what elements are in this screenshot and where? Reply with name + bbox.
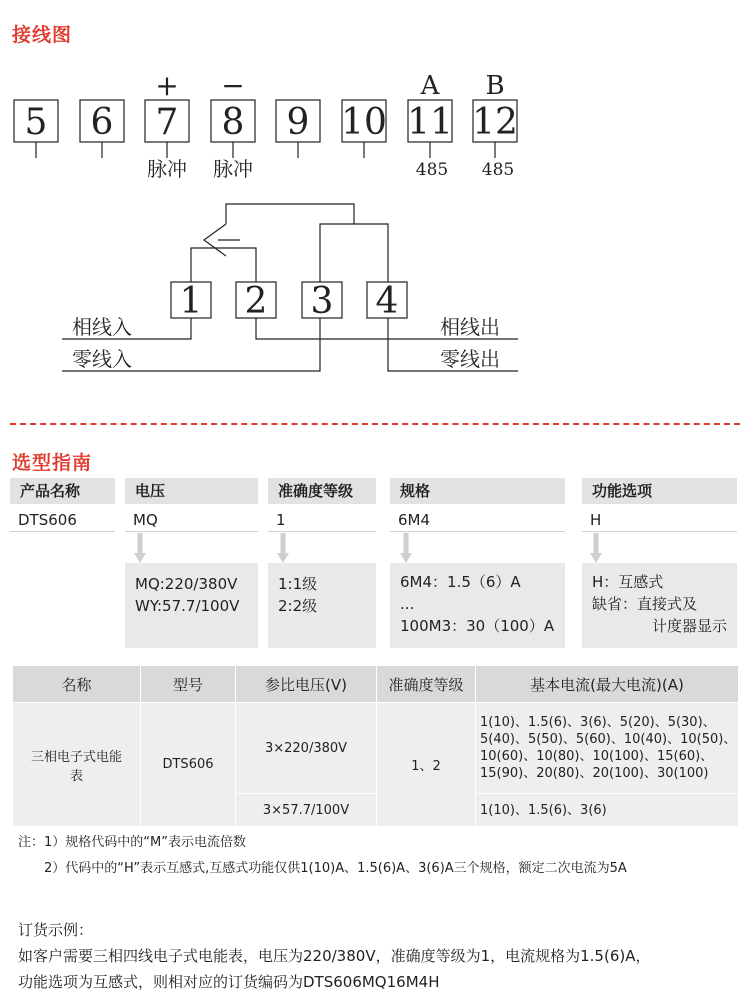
minus-sign: −	[221, 69, 245, 102]
wiring-diagram	[0, 60, 750, 380]
neutral-out-label: 零线出	[440, 347, 500, 371]
cell-model: DTS606	[141, 703, 236, 827]
accuracy-option: 1:1级	[278, 575, 318, 593]
cell-current-2: 1(10)、1.5(6)、3(6)	[476, 794, 739, 827]
order-line-2: 功能选项为互感式，则相对应的订货编码为DTS606MQ16M4H	[18, 973, 440, 991]
phase-in-label: 相线入	[72, 315, 132, 339]
header-spec: 规格	[390, 478, 565, 504]
arrow-down-icon	[400, 533, 412, 563]
pulse-label-negative: 脉冲	[213, 157, 253, 181]
arrow-down-icon	[134, 533, 146, 563]
th-voltage: 参比电压(V)	[236, 666, 377, 703]
function-options	[582, 563, 737, 648]
arrow-down-icon	[277, 533, 289, 563]
voltage-options	[125, 563, 258, 648]
note-2: 2）代码中的“H”表示互感式,互感式功能仅供1(10)A、1.5(6)A、3(6)A三个规格，额定二次电流为5A	[44, 861, 627, 876]
voltage-option: WY:57.7/100V	[135, 597, 240, 615]
terminal-2: 2	[244, 281, 268, 322]
th-model: 型号	[141, 666, 236, 703]
cell-voltage-2: 3×57.7/100V	[236, 794, 377, 827]
rs485-label-a: 485	[415, 160, 449, 180]
label-a: A	[420, 71, 440, 101]
cell-current-1: 1(10)、1.5(6)、3(6)、5(20)、5(30)、5(40)、5(50)、5(60)、10(40)、10(50)、10(60)、10(80)、10(100)、15(60)、15(90)、20(80)、20(100)、30(100)	[476, 703, 739, 794]
table-row	[13, 703, 739, 794]
bottom-terminal-row	[62, 204, 518, 371]
header-voltage: 电压	[125, 478, 258, 504]
spec-option: 6M4：1.5（6）A	[400, 573, 521, 591]
terminal-8: 8	[221, 102, 245, 143]
rs485-label-b: 485	[481, 160, 515, 180]
header-product-name: 产品名称	[10, 478, 115, 504]
cell-accuracy: 1、2	[377, 703, 476, 827]
plus-sign: +	[155, 69, 179, 102]
pulse-label-positive: 脉冲	[147, 157, 187, 181]
terminal-3: 3	[310, 281, 334, 322]
terminal-6: 6	[90, 102, 114, 143]
function-option: 计度器显示	[652, 617, 728, 635]
cell-name: 三相电子式电能表	[13, 703, 141, 827]
cell-voltage-1: 3×220/380V	[236, 703, 377, 794]
label-b: B	[485, 71, 505, 101]
value-accuracy: 1	[268, 508, 376, 532]
notes	[18, 830, 627, 882]
th-current: 基本电流(最大电流)(A)	[476, 666, 739, 703]
arrow-down-icon	[590, 533, 602, 563]
value-product-name: DTS606	[10, 508, 115, 532]
wiring-diagram-title: 接线图	[12, 24, 73, 46]
order-example	[18, 917, 651, 995]
phase-out-label: 相线出	[440, 315, 500, 339]
note-1: 注：1）规格代码中的“M”表示电流倍数	[18, 835, 246, 850]
th-accuracy: 准确度等级	[377, 666, 476, 703]
accuracy-option: 2:2级	[278, 597, 318, 615]
spec-table	[12, 665, 739, 827]
header-function: 功能选项	[582, 478, 737, 504]
voltage-option: MQ:220/380V	[135, 575, 238, 593]
terminal-5: 5	[24, 102, 48, 143]
spec-option: 100M3：30（100）A	[400, 617, 555, 635]
accuracy-options	[268, 563, 376, 648]
terminal-4: 4	[375, 281, 399, 322]
terminal-11: 11	[407, 102, 453, 143]
neutral-in-label: 零线入	[72, 347, 132, 371]
section-divider	[10, 423, 740, 425]
header-accuracy: 准确度等级	[268, 478, 376, 504]
function-option: H：互感式	[592, 573, 664, 591]
terminal-7: 7	[155, 102, 179, 143]
terminal-10: 10	[341, 102, 387, 143]
terminal-12: 12	[472, 102, 518, 143]
value-spec: 6M4	[390, 508, 565, 532]
spec-option: ...	[400, 595, 415, 613]
order-title: 订货示例：	[18, 921, 94, 939]
th-name: 名称	[13, 666, 141, 703]
value-function: H	[582, 508, 737, 532]
function-option: 缺省：直接式及	[592, 595, 698, 613]
value-voltage: MQ	[125, 508, 258, 532]
terminal-1: 1	[179, 281, 203, 322]
table-header-row	[13, 666, 739, 703]
terminal-9: 9	[286, 102, 310, 143]
order-line-1: 如客户需要三相四线电子式电能表，电压为220/380V，准确度等级为1，电流规格为1.5(6)A，	[18, 947, 651, 965]
spec-options	[390, 563, 565, 648]
selection-guide-title: 选型指南	[12, 452, 93, 474]
